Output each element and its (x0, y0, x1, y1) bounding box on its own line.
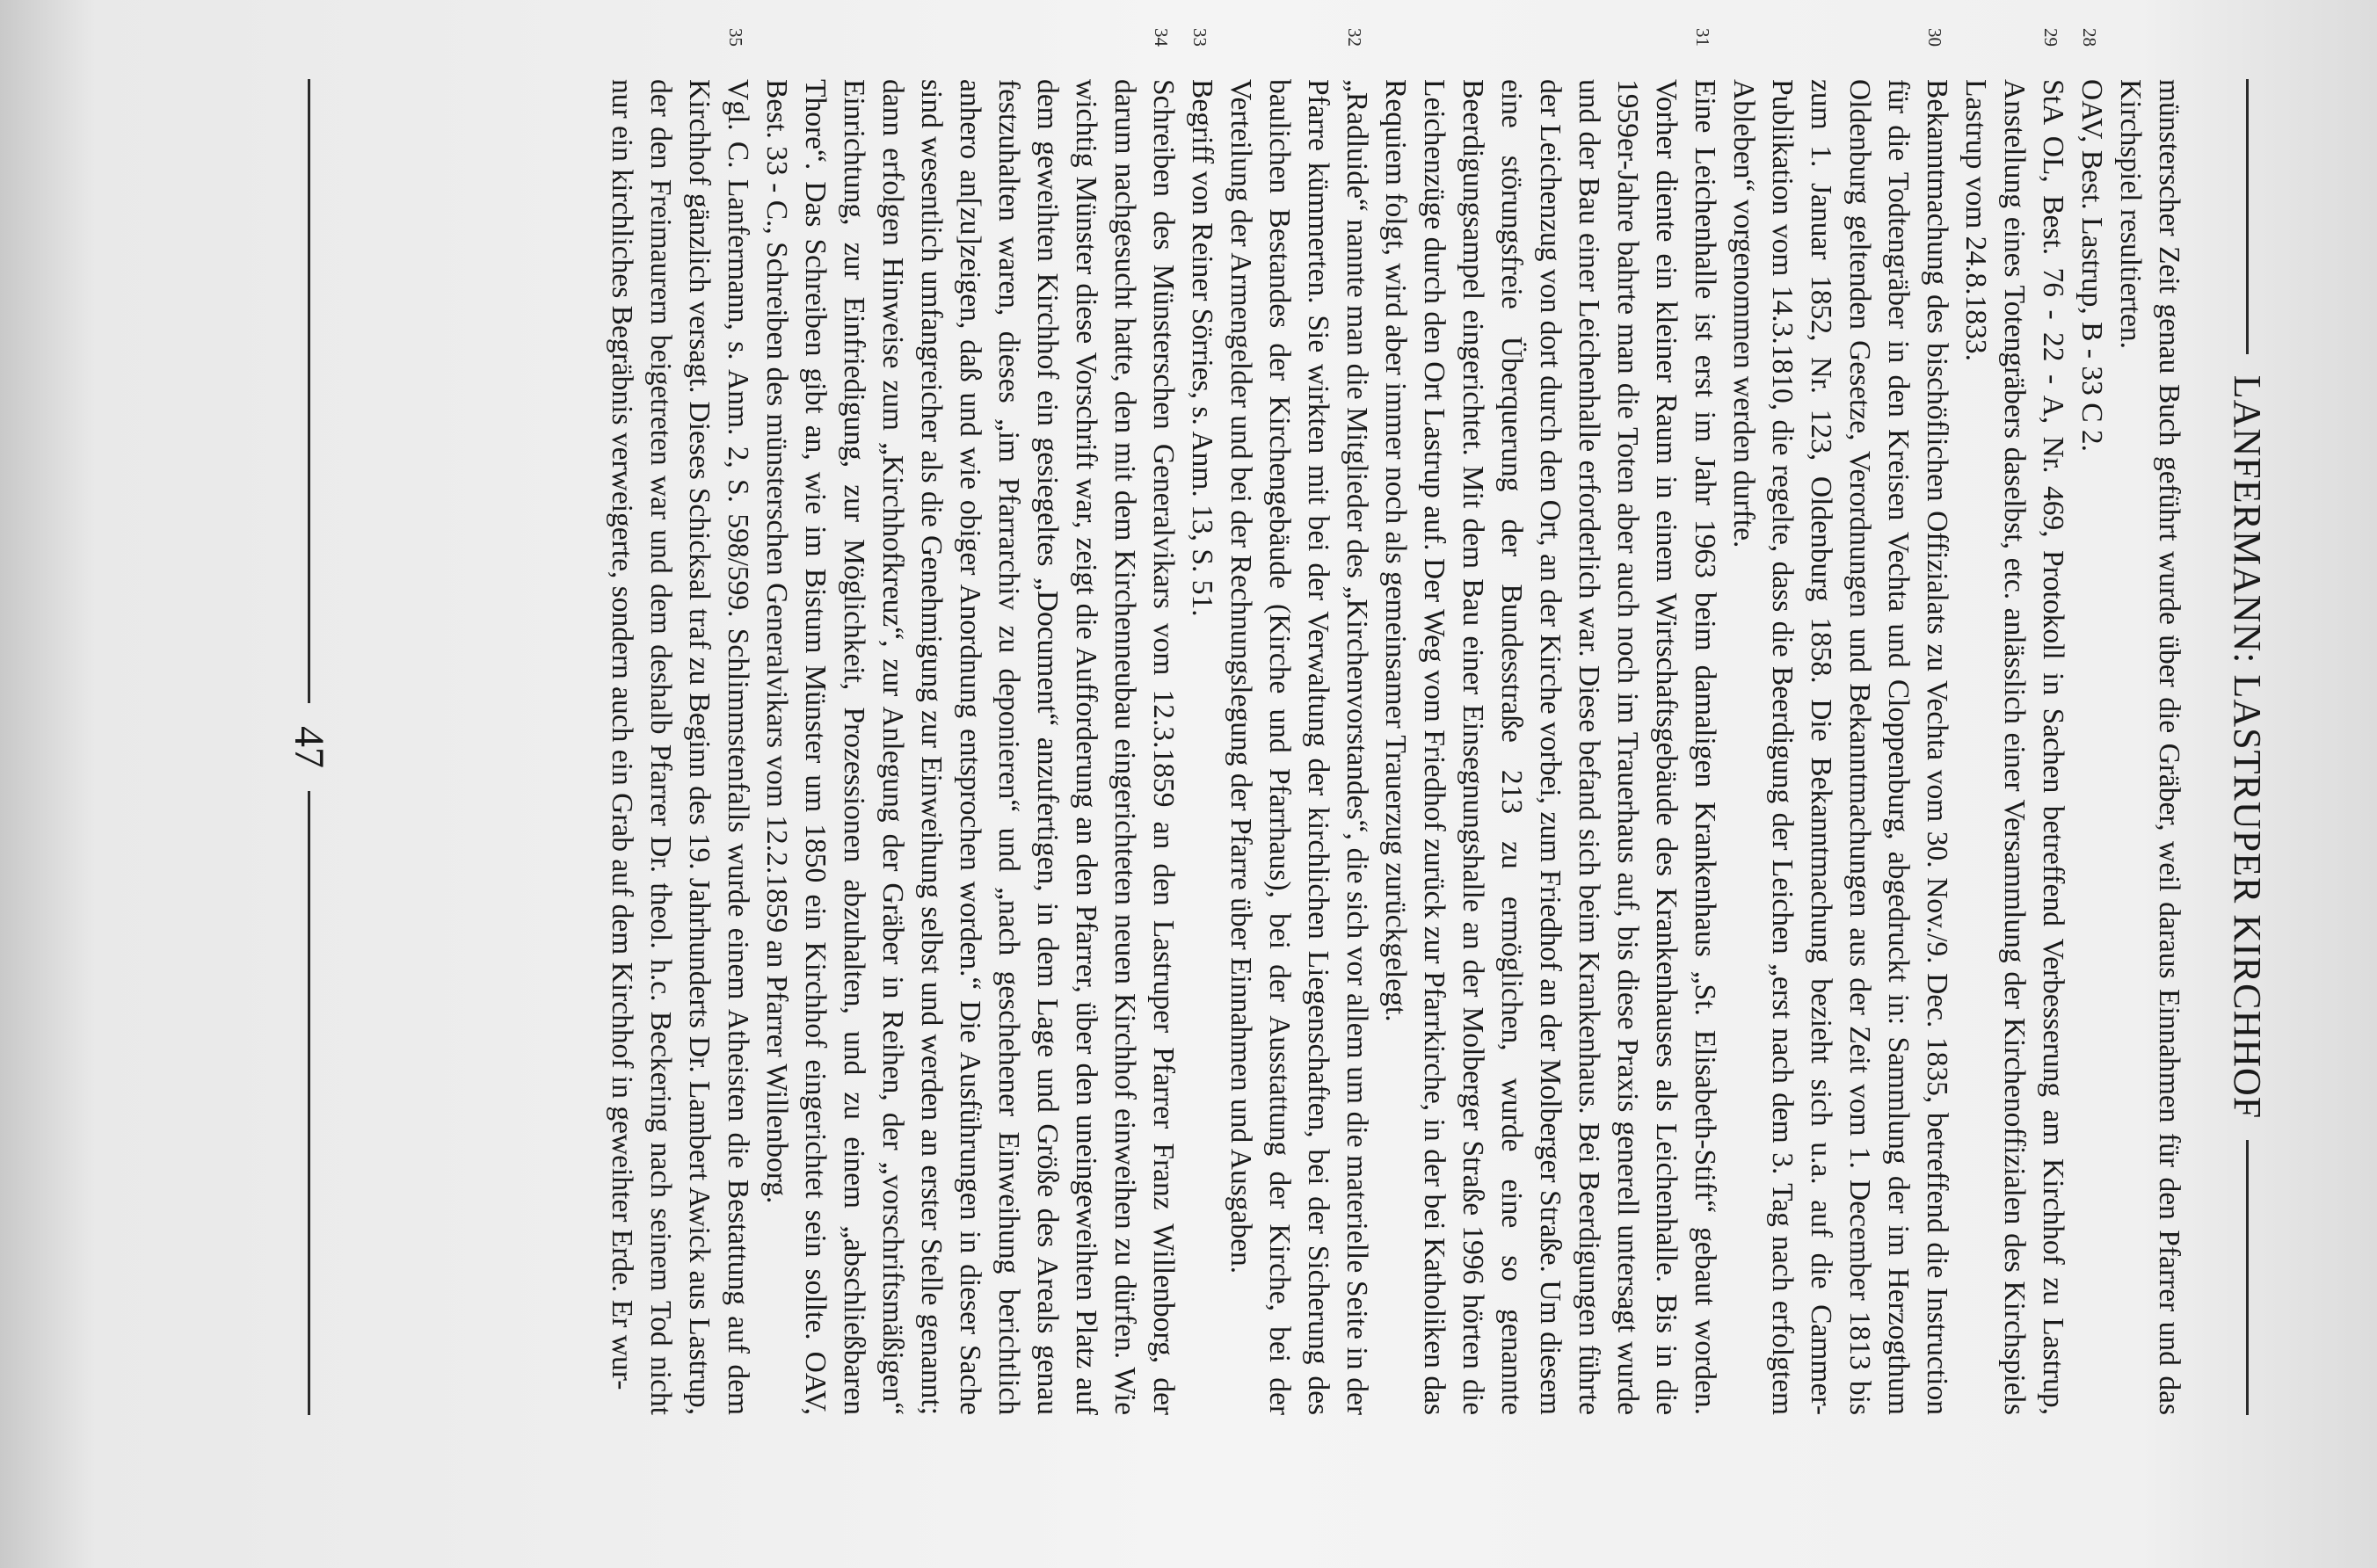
footnote-29 (1956, 28, 2072, 1415)
footnote-31 (1376, 28, 1724, 1415)
footnote-33 (1182, 28, 1221, 1415)
footnote-number: 30 (1924, 28, 1945, 47)
running-header (2221, 79, 2274, 1415)
footnote-text: münsterscher Zeit genau Buch geführt wurde über die Gräber, weil daraus Einnahmen für den Pfarrer und das Kirchspiel resultierten. (2114, 79, 2185, 1415)
footer-rule-left (309, 79, 311, 703)
footnote-text: Bekanntmachung des bischöflichen Offizialats zu Vechta vom 30. Nov./9. Dec. 1835, betreffend die Instruction für die Todtengräber in den Kreisen Vechta und Cloppenburg, abgedruckt in: Sammlung der im Herzogthum Oldenburg geltenden Gesetze, Verordnungen und Bekanntmachungen aus der Zeit vom 1. December 1813 bis zum 1. Januar 1852, Nr. 123, Oldenburg 1858. Die Bekanntmachung bezieht sich u.a. auf die Cammer-Publikation vom 14.3.1810, die regelte, dass die Beerdigung der Leichen „erst nach dem 3. Tag nach erfolgtem Ableben“ vorgenommen werden durfte. (1727, 79, 1953, 1415)
footnote-number: 29 (2040, 28, 2061, 47)
footnote-35 (602, 28, 757, 1415)
footnote-30 (1724, 28, 1956, 1415)
book-page (270, 28, 2274, 1415)
footnote-text: „Radluide“ nannte man die Mitglieder des „Kirchenvorstandes“, die sich vor allem um die materielle Seite in der Pfarre kümmerten. Sie wirkten mit bei der Verwaltung der kirchlichen Liegenschaften, bei der Sicherung des baulichen Bestandes der Kirchengebäude (Kirche und Pfarrhaus), bei der Ausstattung der Kirche, bei der Verteilung der Armengelder und bei der Rechnungslegung der Pfarre über Einnahmen und Ausgaben. (1225, 79, 1373, 1415)
footnote-34 (757, 28, 1182, 1415)
footnote-text: Schreiben des Münsterschen Generalvikars vom 12.3.1859 an den Lastruper Pfarrer Franz Willenborg, der darum nachgesucht hatte, den mit dem Kirchenneubau eingerichteten neuen Kirchhof einweihen zu dürfen. Wie wichtig Münster diese Vorschrift war, zeigt die Aufforderung an den Pfarrer, über den uneingeweihten Platz auf dem geweihten Kirchhof ein gesiegeltes „Document“ anzufertigen, in dem Lage und Größe des Areals genau festzuhalten waren, dieses „im Pfarrarchiv zu deponieren“ und „nach geschehener Einweihung berichtlich anhero an[zu]zeigen, daß und wie obiger Anordnung entsprochen worden.“ Die Ausführungen in dieser Sache sind wesentlich umfangreicher als die Genehmigung zur Einweihung selbst und werden an erster Stelle genannt; dann erfolgen Hinweise zum „Kirchhofkreuz“, zur Anlegung der Gräber in Reihen, der „vorschriftsmäßigen“ Einrichtung, zur Einfriedigung, zur Möglichkeit, Prozessionen abzuhalten, und zu einem „abschließbaren Thore“. Das Schreiben gibt an, wie im Bistum Münster um 1850 ein Kirchhof eingerichtet sein sollte. OAV, Best. 33 - C., Schreiben des münsterschen Generalvikars vom 12.2.1859 an Pfarrer Willenborg. (760, 79, 1180, 1415)
footnote-text: OAV, Best. Lastrup, B - 33 C 2. (2075, 79, 2108, 453)
page-number: 47 (286, 726, 333, 768)
footnote-32 (1221, 28, 1376, 1415)
footnote-number: 35 (725, 28, 746, 47)
footnote-text: StA OL, Best. 76 - 22 - A, Nr. 469, Protokoll in Sachen betreffend Verbesserung am Kirchhof zu Lastrup, Anstellung eines Totengräbers daselbst, etc. anlässlich einer Versammlung der Kirchenoffizialen des Kirchspiels Lastrup vom 24.8.1833. (1959, 79, 2069, 1415)
footnote-number: 33 (1189, 28, 1210, 47)
running-header-title: LANFERMANN: LASTRUPER KIRCHHOF (2226, 374, 2270, 1120)
footnote-text: Begriff von Reiner Sörries, s. Anm. 13, S. 51. (1186, 79, 1218, 617)
footnote-number: 34 (1151, 28, 1172, 47)
footnote-number: 28 (2079, 28, 2100, 47)
page-footer (283, 79, 336, 1415)
header-rule-left (2247, 79, 2250, 354)
footer-rule-right (309, 791, 311, 1415)
footnote-28 (2072, 28, 2111, 1415)
footnote-text: Eine Leichenhalle ist erst im Jahr 1963 beim damaligen Krankenhaus „St. Elisabeth-Stift“ gebaut worden. Vorher diente ein kleiner Raum in einem Wirtschaftsgebäude des Krankenhauses als Leichenhalle. Bis in die 1959er-Jahre bahrte man die Toten aber auch noch im Trauerhaus auf, bis diese Praxis generell untersagt wurde und der Bau einer Leichenhalle erforderlich war. Diese befand sich beim Krankenhaus. Bei Beerdigungen führte der Leichenzug von dort durch den Ort, an der Kirche vorbei, zum Friedhof an der Molberger Straße. Um diesem eine störungsfreie Überquerung der Bundesstraße 213 zu ermöglichen, wurde eine so genannte Beerdigungsampel eingerichtet. Mit dem Bau einer Einsegnungshalle an der Molberger Straße 1996 hörten die Leichenzüge durch den Ort Lastrup auf. Der Weg vom Friedhof zurück zur Pfarrkirche, in der bei Katholiken das Requiem folgt, wird aber immer noch als gemeinsamer Trauerzug zurückgelegt. (1379, 79, 1721, 1415)
header-rule-right (2247, 1140, 2250, 1415)
footnote-number: 31 (1692, 28, 1713, 47)
footnote-text: Vgl. C. Lanfermann, s. Anm. 2, S. 598/599. Schlimmstenfalls wurde einem Atheisten die Bestattung auf dem Kirchhof gänzlich versagt. Dieses Schicksal traf zu Beginn des 19. Jahrhunderts Dr. Lambert Awick aus Lastrup, der den Freimaurern beigetreten war und dem deshalb Pfarrer Dr. theol. h.c. Beckering nach seinem Tod nicht nur ein kirchliches Begräbnis verweigerte, sondern auch ein Grab auf dem Kirchhof in geweihter Erde. Er wur- (606, 79, 754, 1415)
footnotes (602, 28, 2188, 1415)
footnote-continuation (2111, 79, 2188, 1415)
footnote-number: 32 (1344, 28, 1365, 47)
